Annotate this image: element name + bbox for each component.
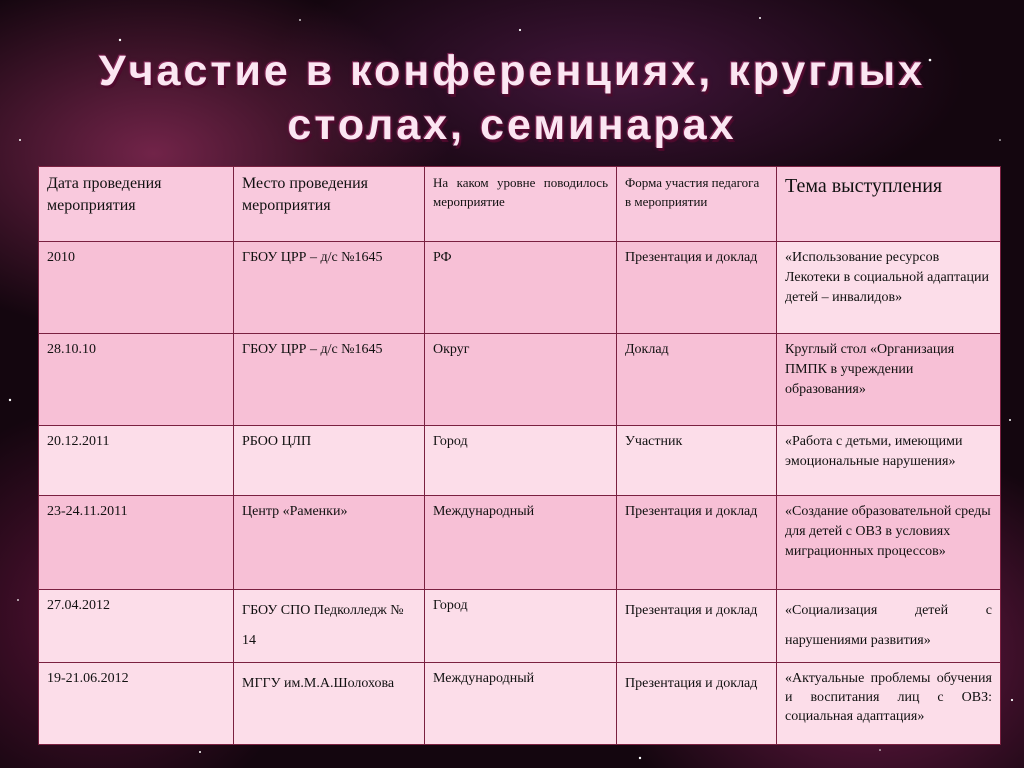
cell-place: ГБОУ ЦРР – д/с №1645: [234, 242, 425, 334]
cell-form: Доклад: [617, 334, 777, 426]
cell-date: 2010: [39, 242, 234, 334]
title-line-1: Участие в конференциях, круглых: [98, 47, 926, 95]
table-row: [39, 334, 1001, 426]
cell-place: ГБОУ СПО Педколледж № 14: [234, 590, 425, 663]
cell-place: МГГУ им.М.А.Шолохова: [234, 663, 425, 745]
table-row: [39, 426, 1001, 496]
cell-topic: «Работа с детьми, имеющими эмоциональные нарушения»: [777, 426, 1001, 496]
cell-form: Презентация и доклад: [617, 590, 777, 663]
conferences-table: [38, 166, 1001, 745]
cell-topic: Круглый стол «Организация ПМПК в учреждении образования»: [777, 334, 1001, 426]
cell-topic: «Создание образовательной среды для детей с ОВЗ в условиях миграционных процессов»: [777, 496, 1001, 590]
cell-level: Округ: [425, 334, 617, 426]
table-header-row: [39, 167, 1001, 242]
cell-place: РБОО ЦЛП: [234, 426, 425, 496]
cell-form: Презентация и доклад: [617, 663, 777, 745]
cell-form: Презентация и доклад: [617, 242, 777, 334]
table-row: [39, 663, 1001, 745]
title-line-2: столах, семинарах: [287, 101, 737, 149]
cell-topic: «Социализация детей с нарушениями развития»: [777, 590, 1001, 663]
cell-date: 27.04.2012: [39, 590, 234, 663]
cell-date: 23-24.11.2011: [39, 496, 234, 590]
cell-date: 28.10.10: [39, 334, 234, 426]
cell-form: Участник: [617, 426, 777, 496]
cell-date: 19-21.06.2012: [39, 663, 234, 745]
cell-form: Презентация и доклад: [617, 496, 777, 590]
cell-level: Международный: [425, 496, 617, 590]
cell-level: Международный: [425, 663, 617, 745]
page-title: [0, 44, 1024, 152]
cell-topic: «Использование ресурсов Лекотеки в социальной адаптации детей – инвалидов»: [777, 242, 1001, 334]
table-row: [39, 590, 1001, 663]
cell-level: РФ: [425, 242, 617, 334]
table-row: [39, 242, 1001, 334]
cell-date: 20.12.2011: [39, 426, 234, 496]
table-row: [39, 496, 1001, 590]
header-level: На каком уровне поводилось мероприятие: [425, 167, 617, 242]
cell-level: Город: [425, 590, 617, 663]
header-place: Место проведения мероприятия: [234, 167, 425, 242]
cell-level: Город: [425, 426, 617, 496]
cell-topic: «Актуальные проблемы обучения и воспитания лиц с ОВЗ: социальная адаптация»: [777, 663, 1001, 745]
header-form: Форма участия педагога в мероприятии: [617, 167, 777, 242]
cell-place: Центр «Раменки»: [234, 496, 425, 590]
cell-place: ГБОУ ЦРР – д/с №1645: [234, 334, 425, 426]
header-date: Дата проведения мероприятия: [39, 167, 234, 242]
header-topic: Тема выступления: [777, 167, 1001, 242]
